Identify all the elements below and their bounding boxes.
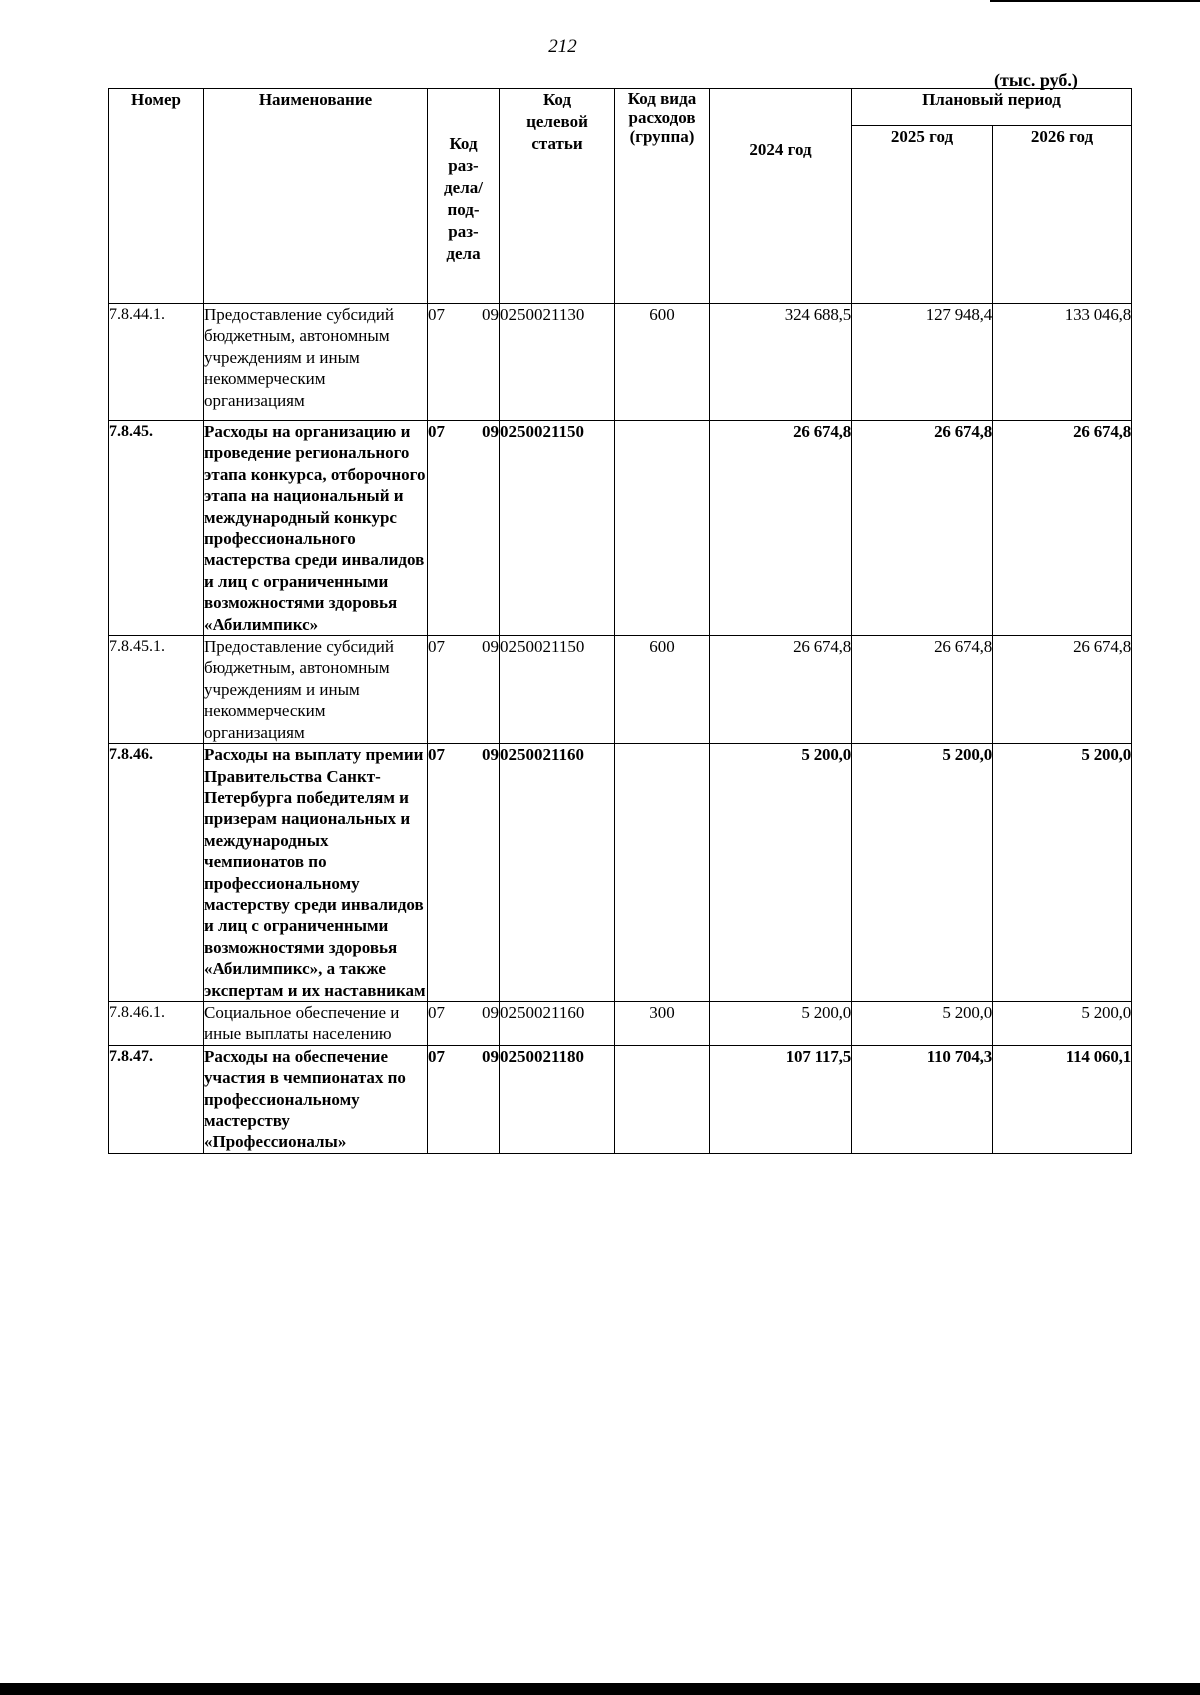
row-2025: 5 200,0 — [852, 744, 993, 1002]
row-section: 07 — [428, 422, 445, 441]
row-2026: 114 060,1 — [993, 1045, 1132, 1153]
page-number: 212 — [548, 36, 577, 57]
header-2024: 2024 год — [710, 89, 852, 304]
row-expense-code: 600 — [615, 636, 710, 744]
row-section-cell — [428, 1001, 500, 1045]
table-row — [109, 744, 1132, 1002]
row-name: Расходы на выплату премии Правительства Санкт-Петербурга победителям и призерам национальных и международных чемпионатов по профессиональному мастерству среди инвалидов и лиц с ограниченными возможностями здоровья «Абилимпикс», а также экспертам и их наставникам — [204, 745, 426, 1000]
top-edge-line — [990, 0, 1200, 2]
row-section-cell — [428, 1045, 500, 1153]
table-row — [109, 1045, 1132, 1153]
row-expense-code — [615, 421, 710, 636]
header-section-code: Код раз- дела/ под- раз- дела — [428, 89, 500, 304]
row-2025: 26 674,8 — [852, 421, 993, 636]
row-number: 7.8.47. — [109, 1045, 204, 1153]
row-target-code: 0250021150 — [500, 636, 615, 744]
row-name: Предоставление субсидий бюджетным, автономным учреждениям и иным некоммерческим организациям — [204, 636, 428, 744]
row-target-code: 0250021180 — [500, 1045, 615, 1153]
row-expense-code: 600 — [615, 304, 710, 421]
row-2024: 324 688,5 — [710, 304, 852, 421]
row-section: 07 — [428, 637, 445, 657]
table-row — [109, 636, 1132, 744]
row-2024: 5 200,0 — [710, 744, 852, 1002]
row-2026: 26 674,8 — [993, 636, 1132, 744]
header-name: Наименование — [204, 89, 428, 304]
row-subsection: 09 — [482, 637, 499, 657]
row-number: 7.8.45. — [109, 421, 204, 636]
row-number: 7.8.46. — [109, 744, 204, 1002]
row-2024: 107 117,5 — [710, 1045, 852, 1153]
header-expense-type-code: Код вида расходов (группа) — [615, 89, 710, 304]
row-number: 7.8.45.1. — [109, 636, 204, 744]
row-2024: 26 674,8 — [710, 636, 852, 744]
row-number: 7.8.46.1. — [109, 1001, 204, 1045]
row-expense-code — [615, 744, 710, 1002]
row-target-code: 0250021150 — [500, 421, 615, 636]
row-2026: 5 200,0 — [993, 744, 1132, 1002]
row-subsection: 09 — [482, 1046, 499, 1066]
row-subsection: 09 — [482, 422, 499, 441]
row-2024: 5 200,0 — [710, 1001, 852, 1045]
row-2024: 26 674,8 — [710, 421, 852, 636]
row-target-code: 0250021160 — [500, 1001, 615, 1045]
row-2026: 5 200,0 — [993, 1001, 1132, 1045]
units-label: (тыс. руб.) — [994, 70, 1078, 90]
row-section: 07 — [428, 1002, 445, 1022]
row-2026: 133 046,8 — [993, 304, 1132, 421]
row-subsection: 09 — [482, 745, 499, 765]
row-subsection: 09 — [482, 1002, 499, 1022]
row-subsection: 09 — [482, 305, 499, 324]
header-2025: 2025 год — [852, 126, 993, 304]
row-2025: 26 674,8 — [852, 636, 993, 744]
row-target-code: 0250021160 — [500, 744, 615, 1002]
header-planning-period: Плановый период — [852, 89, 1132, 126]
row-number: 7.8.44.1. — [109, 304, 204, 421]
row-name: Расходы на обеспечение участия в чемпионатах по профессиональному мастерству «Профессионалы» — [204, 1045, 428, 1153]
row-name: Социальное обеспечение и иные выплаты населению — [204, 1001, 428, 1045]
header-row — [109, 89, 1132, 126]
table-body — [109, 304, 1132, 1154]
row-2026: 26 674,8 — [993, 421, 1132, 636]
header-number: Номер — [109, 89, 204, 304]
budget-table — [108, 88, 1132, 1154]
row-section: 07 — [428, 305, 445, 324]
row-section-cell — [428, 636, 500, 744]
row-name: Расходы на организацию и проведение регионального этапа конкурса, отборочного этапа на национальный и международный конкурс профессионального мастерства среди инвалидов и лиц с ограниченными возможностями здоровья «Абилимпикс» — [204, 421, 428, 636]
row-2025: 110 704,3 — [852, 1045, 993, 1153]
table-row — [109, 1001, 1132, 1045]
row-name: Предоставление субсидий бюджетным, автономным учреждениям и иным некоммерческим организациям — [204, 304, 428, 421]
table-row — [109, 304, 1132, 421]
header-target-code: Код целевой статьи — [500, 89, 615, 304]
row-section-cell — [428, 744, 500, 1002]
row-section-cell — [428, 421, 500, 636]
row-2025: 5 200,0 — [852, 1001, 993, 1045]
table-row — [109, 421, 1132, 636]
row-target-code: 0250021130 — [500, 304, 615, 421]
row-section-cell — [428, 304, 500, 421]
row-expense-code: 300 — [615, 1001, 710, 1045]
header-2026: 2026 год — [993, 126, 1132, 304]
row-2025: 127 948,4 — [852, 304, 993, 421]
row-expense-code — [615, 1045, 710, 1153]
bottom-edge-bar — [0, 1683, 1200, 1695]
row-section: 07 — [428, 1046, 445, 1066]
row-section: 07 — [428, 745, 445, 765]
